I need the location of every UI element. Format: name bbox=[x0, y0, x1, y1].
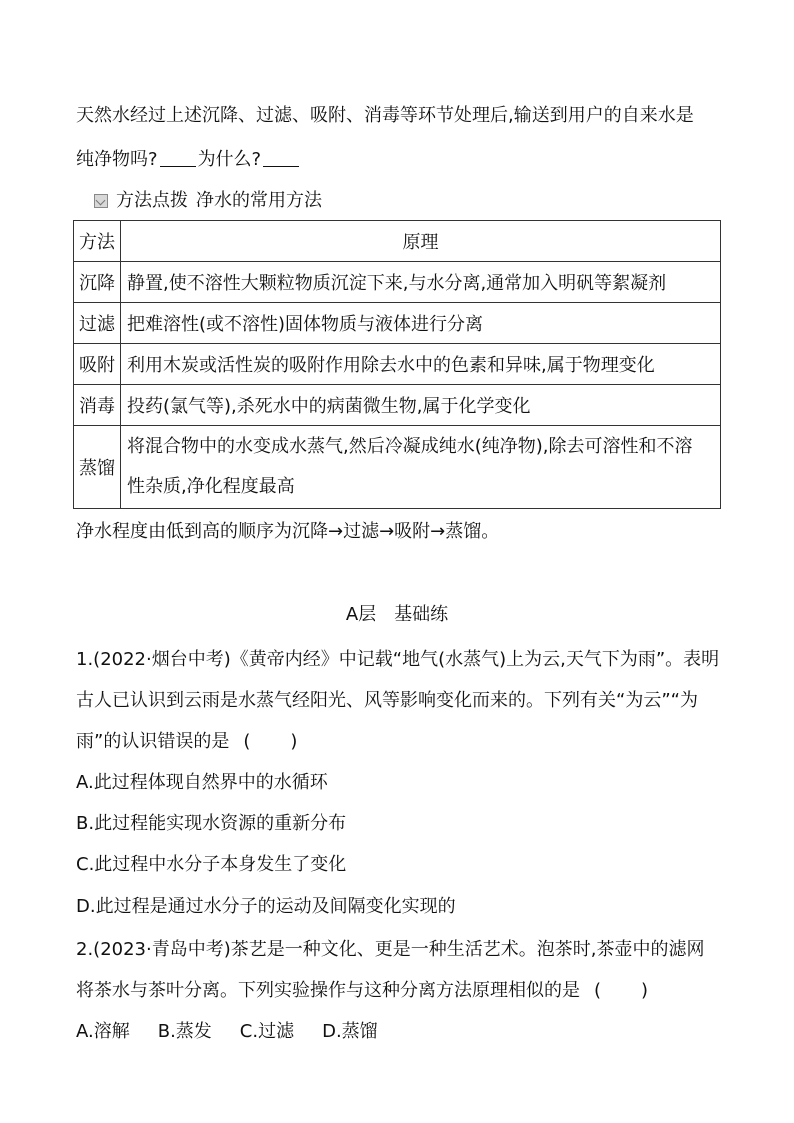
principle-cell bbox=[121, 426, 721, 509]
principle-cell: 利用木炭或活性炭的吸附作用除去水中的色素和异味,属于物理变化 bbox=[121, 344, 721, 385]
q1-line-2: 古人已认识到云雨是水蒸气经阳光、风等影响变化而来的。下列有关“为云”“为 bbox=[76, 690, 698, 711]
header-principle: 原理 bbox=[121, 221, 721, 262]
table-row bbox=[74, 262, 721, 303]
intro-line-1: 天然水经过上述沉降、过滤、吸附、消毒等环节处理后,输送到用户的自来水是 bbox=[76, 105, 694, 126]
section-title: A层 基础练 bbox=[345, 604, 449, 625]
method-cell: 过滤 bbox=[74, 303, 121, 344]
table-row bbox=[74, 426, 721, 509]
principle-cell: 把难溶性(或不溶性)固体物质与液体进行分离 bbox=[121, 303, 721, 344]
q1-line-3 bbox=[76, 730, 297, 754]
method-cell: 吸附 bbox=[74, 344, 121, 385]
table-header-row bbox=[74, 221, 721, 262]
q1-option-b[interactable]: B.此过程能实现水资源的重新分布 bbox=[76, 813, 347, 834]
q2-option-d[interactable]: D.蒸馏 bbox=[322, 1021, 378, 1042]
q2-line-2 bbox=[76, 979, 648, 1003]
method-cell: 蒸馏 bbox=[74, 426, 121, 509]
q2-stem-end: 将茶水与茶叶分离。下列实验操作与这种分离方法原理相似的是 bbox=[76, 980, 580, 1001]
q1-line-1: 1.(2022·烟台中考)《黄帝内经》中记载“地气(水蒸气)上为云,天气下为雨”。表明 bbox=[76, 649, 720, 670]
q1-stem-end: 雨”的认识错误的是 bbox=[76, 731, 230, 752]
principle-line-1: 将混合物中的水变成水蒸气,然后冷凝成纯水(纯净物),除去可溶性和不溶 bbox=[127, 436, 693, 457]
principle-cell: 静置,使不溶性大颗粒物质沉淀下来,与水分离,通常加入明矾等絮凝剂 bbox=[121, 262, 721, 303]
method-cell: 沉降 bbox=[74, 262, 121, 303]
q2-option-b[interactable]: B.蒸发 bbox=[157, 1021, 212, 1042]
q1-option-c[interactable]: C.此过程中水分子本身发生了变化 bbox=[76, 854, 347, 875]
q1-option-a[interactable]: A.此过程体现自然界中的水循环 bbox=[76, 772, 328, 793]
q1-paren-open: ( bbox=[243, 731, 251, 752]
tip-title: 净水的常用方法 bbox=[196, 190, 322, 211]
tip-icon bbox=[94, 194, 108, 208]
order-note: 净水程度由低到高的顺序为沉降→过滤→吸附→蒸馏。 bbox=[76, 521, 500, 542]
q1-option-d[interactable]: D.此过程是通过水分子的运动及间隔变化实现的 bbox=[76, 896, 456, 917]
method-cell: 消毒 bbox=[74, 385, 121, 426]
method-tip-heading bbox=[94, 189, 322, 213]
intro-line-2 bbox=[76, 148, 301, 172]
q2-options bbox=[76, 1020, 378, 1044]
tip-label: 方法点拨 bbox=[116, 190, 188, 211]
principle-cell: 投药(氯气等),杀死水中的病菌微生物,属于化学变化 bbox=[121, 385, 721, 426]
water-purification-table bbox=[73, 220, 721, 509]
q1-paren-close: ) bbox=[290, 731, 298, 752]
intro-question-2: 为什么? bbox=[197, 149, 262, 170]
answer-blank-2[interactable] bbox=[263, 148, 299, 167]
header-method: 方法 bbox=[74, 221, 121, 262]
intro-question-1: 纯净物吗? bbox=[76, 149, 158, 170]
q2-option-c[interactable]: C.过滤 bbox=[239, 1021, 295, 1042]
table-row bbox=[74, 344, 721, 385]
q2-paren-close: ) bbox=[641, 980, 649, 1001]
table-row bbox=[74, 303, 721, 344]
q2-paren-open: ( bbox=[594, 980, 602, 1001]
q2-line-1: 2.(2023·青岛中考)茶艺是一种文化、更是一种生活艺术。泡茶时,茶壶中的滤网 bbox=[76, 939, 705, 960]
principle-line-2: 性杂质,净化程度最高 bbox=[127, 476, 295, 497]
answer-blank-1[interactable] bbox=[160, 148, 196, 167]
table-row bbox=[74, 385, 721, 426]
q2-option-a[interactable]: A.溶解 bbox=[76, 1021, 130, 1042]
